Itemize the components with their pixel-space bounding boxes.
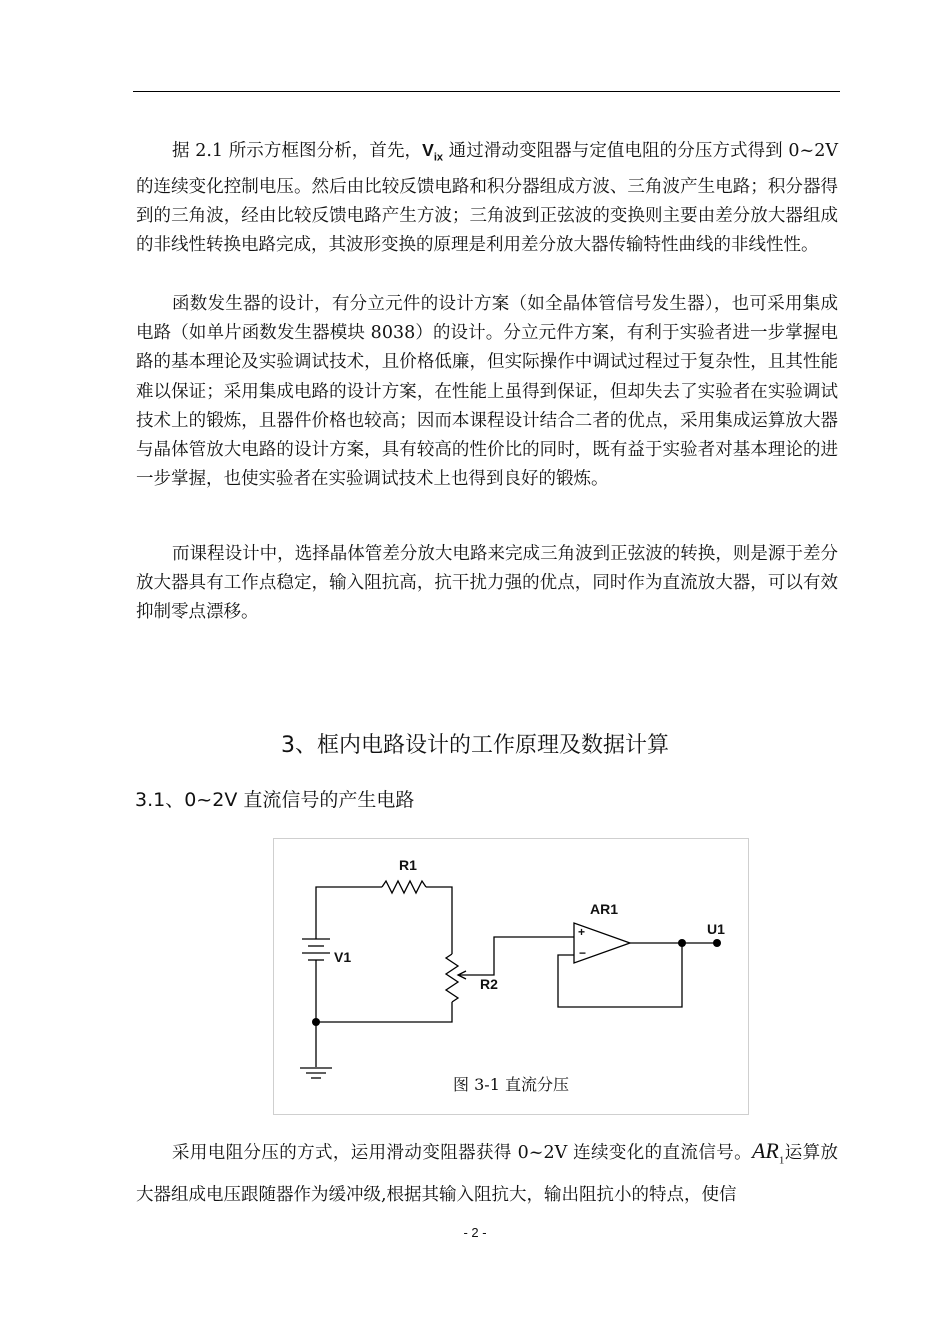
paragraph-1-body: 通过滑动变阻器与定值电阻的分压方式得到 0~2V 的连续变化控制电压。然后由比较反馈电路和积分器组成方波、三角波产生电路；积分器得到的三角波，经由比较反馈电路产生方波；三角波到正弦波的变换则主要由差分放大器组成的非线性转换电路完成，其波形变换的原理是利用差分放大器传输特性曲线的非线性性。 [136, 141, 838, 256]
op-amp-minus: − [579, 946, 587, 960]
subsection-title: 3.1、0~2V 直流信号的产生电路 [135, 789, 415, 811]
ar1-label: AR1 [590, 901, 619, 917]
output-node [678, 939, 686, 947]
wire-top-left [316, 887, 382, 934]
ar1-symbol: $AR_1$ [751, 1138, 785, 1167]
r2-potentiometer [446, 954, 458, 1002]
u1-label: U1 [707, 921, 725, 937]
wiper-wire [458, 937, 574, 975]
paragraph-1 [136, 136, 838, 260]
section-title: 3、框内电路设计的工作原理及数据计算 [281, 733, 669, 758]
paragraph-4 [136, 1133, 838, 1213]
u1-terminal [713, 939, 721, 947]
paragraph-3: 而课程设计中，选择晶体管差分放大电路来完成三角波到正弦波的转换，则是源于差分放大器具有工作点稳定，输入阻抗高，抗干扰力强的优点，同时作为直流放大器，可以有效抑制零点漂移。 [136, 544, 838, 623]
header-rule [133, 91, 840, 92]
paragraph-4-lead: 采用电阻分压的方式，运用滑动变阻器获得 0~2V 连续变化的直流信号。 [172, 1143, 752, 1163]
wire-bottom [316, 1002, 452, 1022]
r1-label: R1 [399, 857, 417, 873]
v-ix-symbol: $V_{ix}$ [422, 140, 444, 164]
r2-label: R2 [480, 976, 498, 992]
op-amp-plus: + [578, 925, 586, 939]
paragraph-1-lead: 据 2.1 所示方框图分析，首先， [172, 141, 423, 161]
paragraph-4-body: 运算放大器组成电压跟随器作为缓冲级,根据其输入阻抗大，输出阻抗小的特点，使信 [136, 1143, 838, 1206]
page-number: - 2 - [463, 1225, 487, 1240]
paragraph-2: 函数发生器的设计，有分立元件的设计方案（如全晶体管信号发生器），也可采用集成电路（如单片函数发生器模块 8038）的设计。分立元件方案，有利于实验者进一步掌握电路的基本理论及实验调试技术，且价格低廉，但实际操作中调试过程过于复杂性，且其性能难以保证；采用集成电路的设计方案，在性能上虽得到保证，但却失去了实验者在实验调试技术上的锻炼，且器件价格也较高；因而本课程设计结合二者的优点，采用集成运算放大器与晶体管放大电路的设计方案，具有较高的性价比的同时，既有益于实验者对基本理论的进一步掌握，也使实验者在实验调试技术上也得到良好的锻炼。 [136, 294, 838, 490]
wire-top-right [426, 887, 452, 954]
circuit-figure [273, 838, 749, 1115]
ground-node [312, 1018, 320, 1026]
feedback-wire [558, 943, 682, 1007]
r1-resistor [382, 881, 426, 893]
v1-label: V1 [334, 949, 352, 965]
figure-caption: 图 3-1 直流分压 [453, 1075, 569, 1094]
